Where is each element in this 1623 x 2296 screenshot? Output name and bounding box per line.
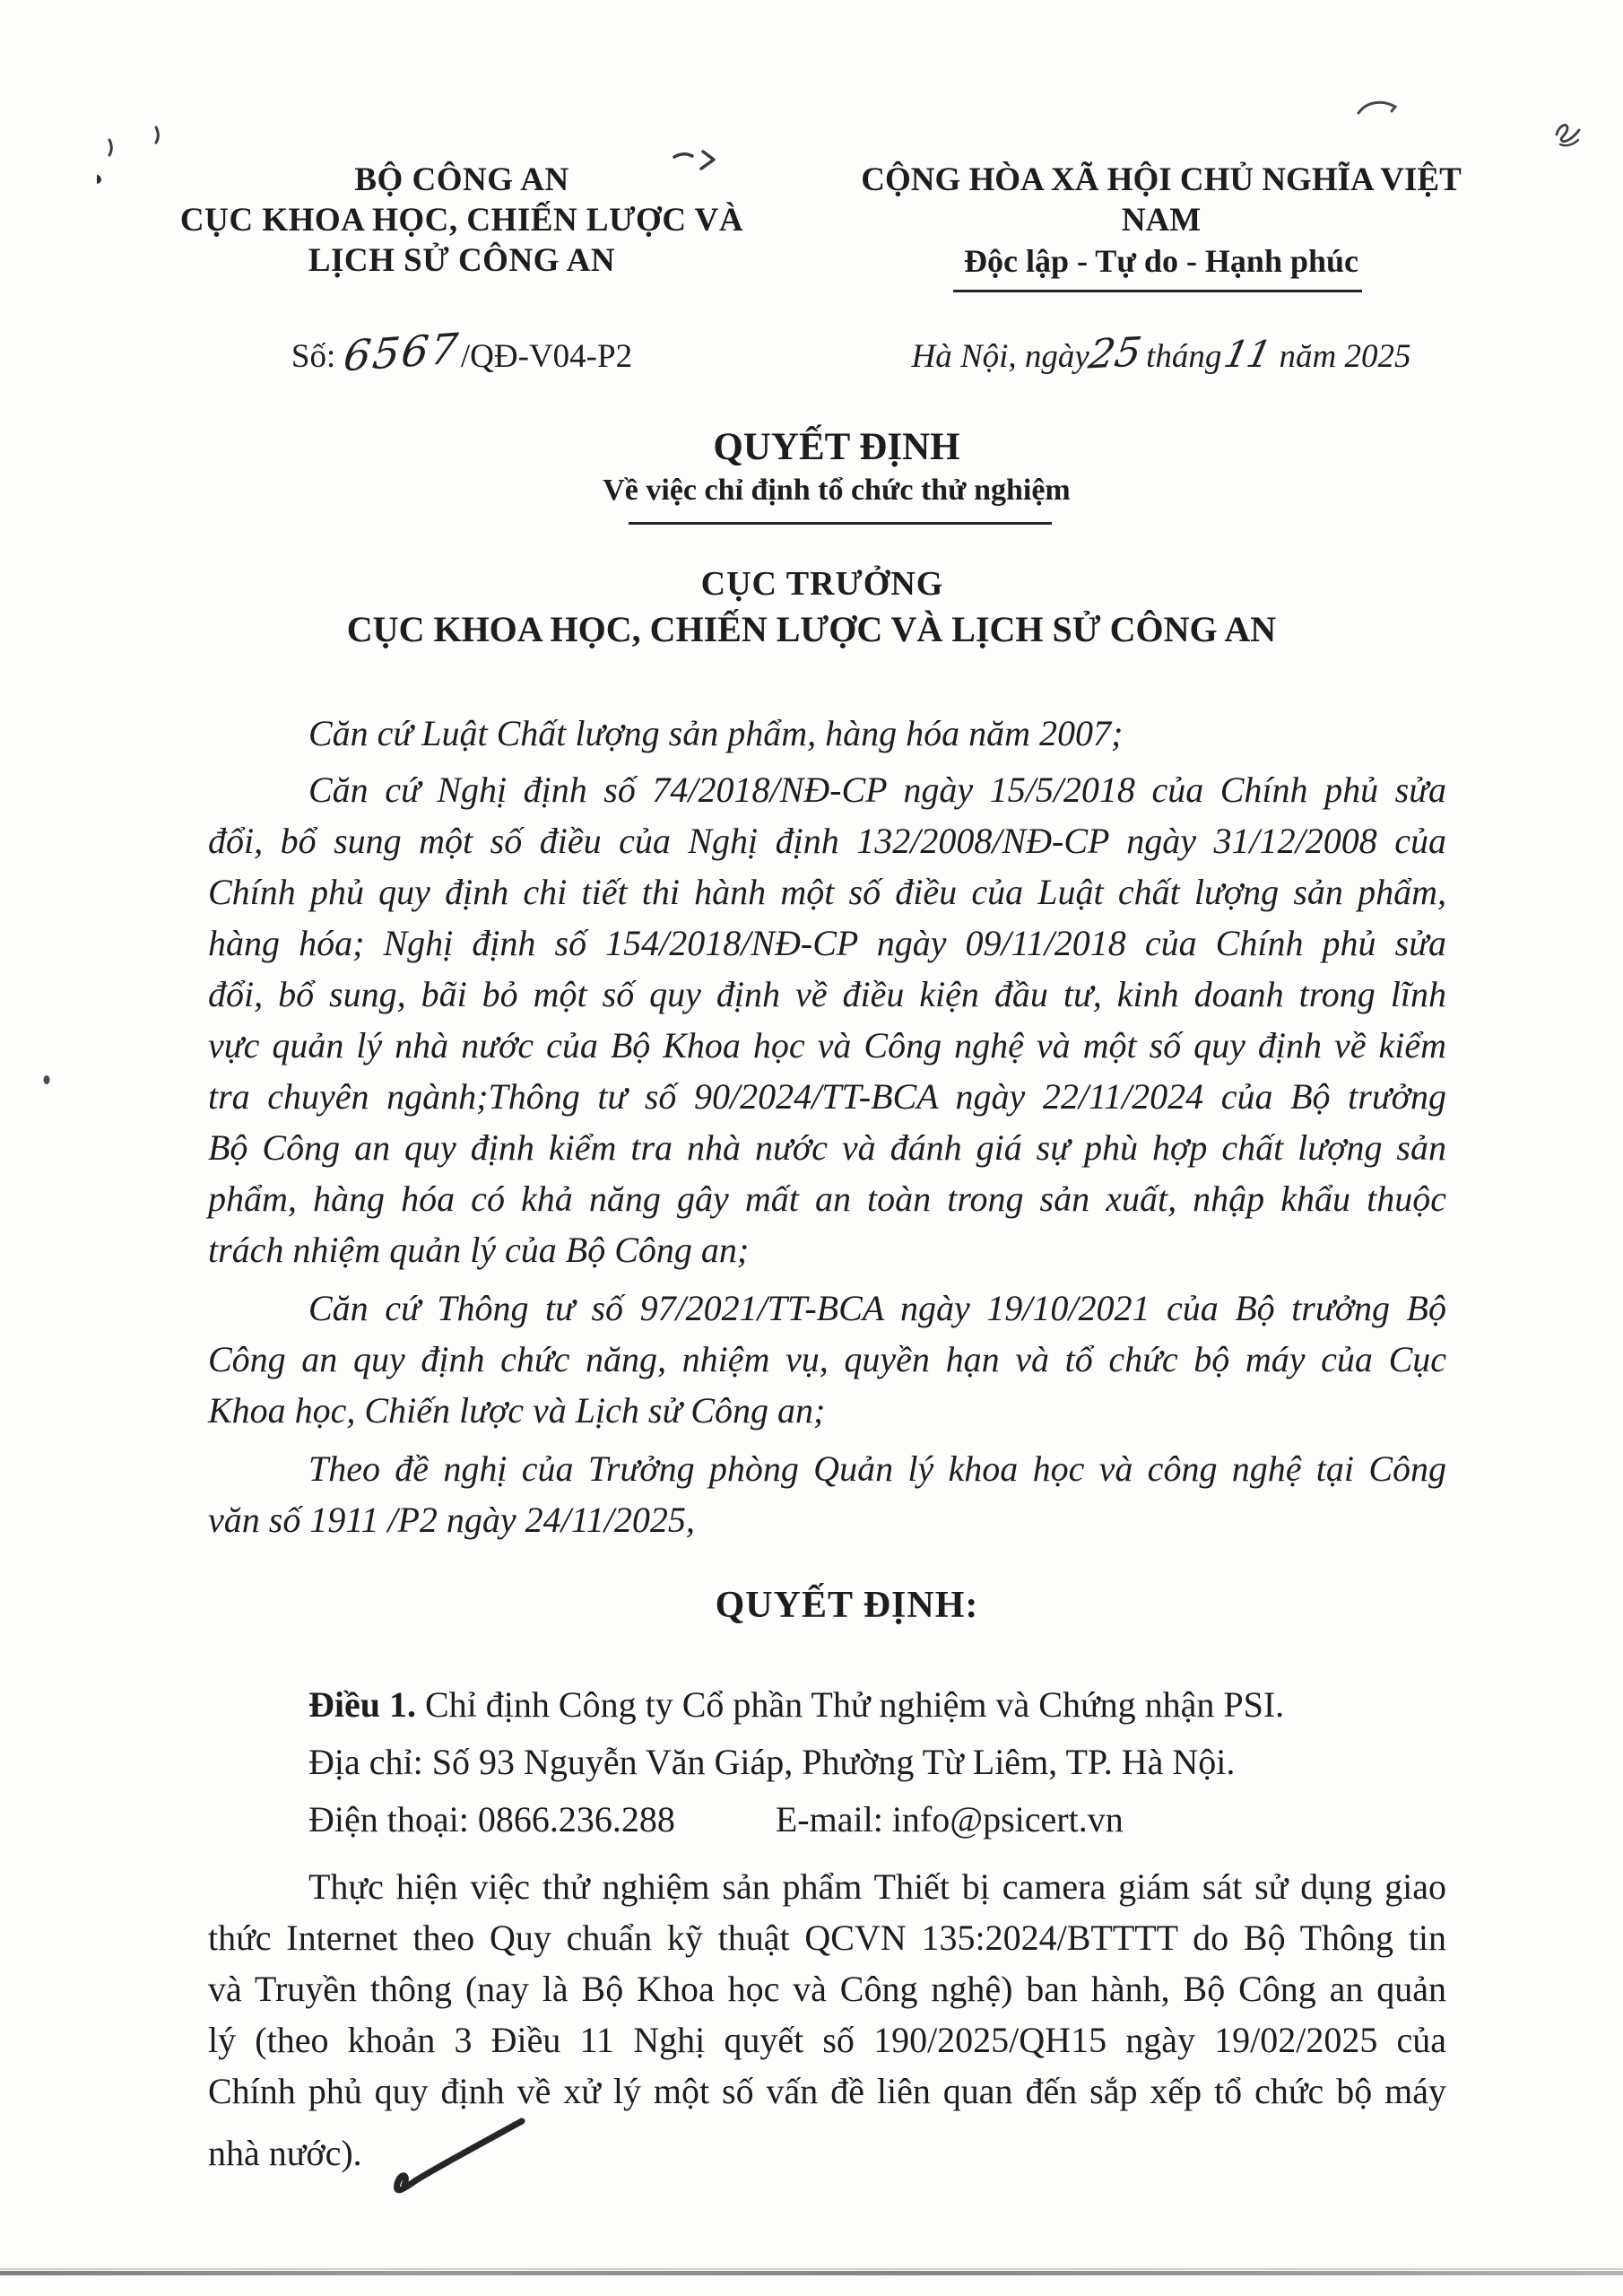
text-line: trách nhiệm quản lý của Bộ Công an; (208, 1230, 750, 1270)
preamble-paragraph (208, 1283, 1446, 1436)
text-line: hàng hóa; Nghị định số 154/2018/NĐ-CP ngày 09/11/2018 của Chính phủ sửa (208, 923, 1446, 963)
scanner-edge-line-faint (0, 2268, 1623, 2270)
number-label: Số: (291, 338, 336, 375)
month-label: tháng (1146, 338, 1222, 375)
article-1-label: Điều 1. (308, 1684, 416, 1725)
title-underline (629, 522, 1052, 525)
company-contact-line (208, 1791, 1446, 1848)
ministry-name: BỘ CÔNG AN (354, 161, 569, 198)
document-body (0, 708, 1623, 2206)
scanner-edge-line (0, 2271, 1623, 2275)
text-line: Bộ Công an quy định kiểm tra nhà nước và đánh giá sự phù hợp chất lượng sản (208, 1127, 1446, 1168)
motto-underline (953, 290, 1362, 292)
preamble-section (208, 708, 1446, 1545)
scan-scribble-mark (1549, 115, 1589, 151)
text-line: đổi, bổ sung một số điều của Nghị định 132/2008/NĐ-CP ngày 31/12/2008 của (208, 821, 1446, 861)
national-motto: Độc lập - Tự do - Hạnh phúc (963, 243, 1359, 279)
document-type-title: QUYẾT ĐỊNH (713, 426, 960, 468)
title-block (0, 425, 1623, 652)
text-line: Căn cứ Luật Chất lượng sản phẩm, hàng hóa năm 2007; (308, 713, 1124, 753)
company-address: Địa chỉ: Số 93 Nguyễn Văn Giáp, Phường Từ Liêm, TP. Hà Nội. (308, 1742, 1236, 1782)
text-line: lý (theo khoản 3 Điều 11 Nghị quyết số 190/2025/QH15 ngày 19/02/2025 của (208, 2020, 1446, 2060)
text-line: Công an quy định chức năng, nhiệm vụ, quyền hạn và tổ chức bộ máy của Cục (208, 1339, 1446, 1379)
scan-arrow-mark (671, 145, 721, 178)
handwritten-day: 25 (1085, 327, 1145, 378)
text-line: phẩm, hàng hóa có khả năng gây mất an toàn trong sản xuất, nhập khẩu thuộc (208, 1178, 1446, 1219)
text-line: đổi, bổ sung, bãi bỏ một số quy định về điều kiện đầu tư, kinh doanh trong lĩnh (208, 974, 1446, 1014)
text-line: Khoa học, Chiến lược và Lịch sử Công an; (208, 1390, 826, 1431)
text-line: văn số 1911 /P2 ngày 24/11/2025, (208, 1500, 695, 1540)
company-phone: Điện thoại: 0866.236.288 (308, 1799, 675, 1839)
scan-speck-left-margin (41, 1073, 54, 1087)
text-line: Căn cứ Thông tư số 97/2021/TT-BCA ngày 19/10/2021 của Bộ trưởng Bộ (308, 1288, 1446, 1328)
department-name-line1: CỤC KHOA HỌC, CHIẾN LƯỢC VÀ (179, 202, 744, 239)
document-subject: Về việc chỉ định tổ chức thử nghiệm (603, 474, 1071, 507)
handwritten-month: 11 (1220, 333, 1275, 376)
text-line: tra chuyên ngành;Thông tư số 90/2024/TT-BCA ngày 22/11/2024 của Bộ trưởng (208, 1076, 1446, 1117)
document-number (90, 324, 834, 382)
preamble-paragraph (208, 764, 1446, 1275)
national-title: CỘNG HÒA XÃ HỘI CHỦ NGHĨA VIỆT NAM (861, 161, 1462, 239)
article-1-section (208, 1676, 1446, 2206)
text-line: Thực hiện việc thử nghiệm sản phẩm Thiết bị camera giám sát sử dụng giao (308, 1866, 1446, 1907)
date-prefix: Hà Nội, ngày (911, 338, 1089, 375)
department-name-line2: LỊCH SỬ CÔNG AN (308, 242, 616, 279)
article-1-body (208, 1861, 1446, 2117)
authority-organization: CỤC KHOA HỌC, CHIẾN LƯỢC VÀ LỊCH SỬ CÔNG AN (346, 609, 1277, 649)
text-line: vực quản lý nhà nước của Bộ Khoa học và Công nghệ và một số quy định về kiểm (208, 1025, 1446, 1065)
article-1-text: Chỉ định Công ty Cổ phần Thử nghiệm và Chứng nhận PSI. (416, 1684, 1285, 1725)
issuing-agency-block (90, 160, 834, 292)
text-line: và Truyền thông (nay là Bộ Khoa học và Công nghệ) ban hành, Bộ Công an quản (208, 1969, 1446, 2009)
text-line: Chính phủ quy định chi tiết thi hành một số điều của Luật chất lượng sản phẩm, (208, 872, 1446, 912)
text-line: thức Internet theo Quy chuẩn kỹ thuật QCVN 135:2024/BTTTT do Bộ Thông tin (208, 1918, 1446, 1958)
place-and-date (834, 329, 1488, 377)
preamble-paragraph (208, 708, 1446, 759)
letterhead (0, 160, 1623, 292)
text-line: Căn cứ Nghị định số 74/2018/NĐ-CP ngày 15/5/2018 của Chính phủ sửa (308, 770, 1446, 810)
authority-role: CỤC TRƯỞNG (700, 565, 944, 603)
text-line: Theo đề nghị của Trưởng phòng Quản lý khoa học và công nghệ tại Công (308, 1448, 1446, 1489)
company-email: E-mail: info@psicert.vn (775, 1799, 1124, 1839)
handwritten-number: 6567 (341, 324, 463, 382)
decision-heading: QUYẾT ĐỊNH: (715, 1585, 979, 1626)
number-suffix: /QĐ-V04-P2 (460, 338, 633, 375)
article-1-last-line (208, 2117, 1446, 2206)
text-line: Chính phủ quy định về xử lý một số vấn đề liên quan đến sắp xếp tổ chức bộ máy (208, 2071, 1446, 2111)
national-motto-block (834, 160, 1488, 292)
article-1-line (208, 1676, 1446, 1734)
scan-speck-marks-top-left (97, 124, 178, 196)
handwritten-tick-mark (378, 2117, 531, 2206)
preamble-paragraph (208, 1443, 1446, 1545)
scan-curl-mark (1356, 97, 1402, 120)
last-line-text: nhà nước). (208, 2133, 362, 2173)
reference-row (0, 324, 1623, 391)
year-label: năm 2025 (1279, 338, 1411, 375)
